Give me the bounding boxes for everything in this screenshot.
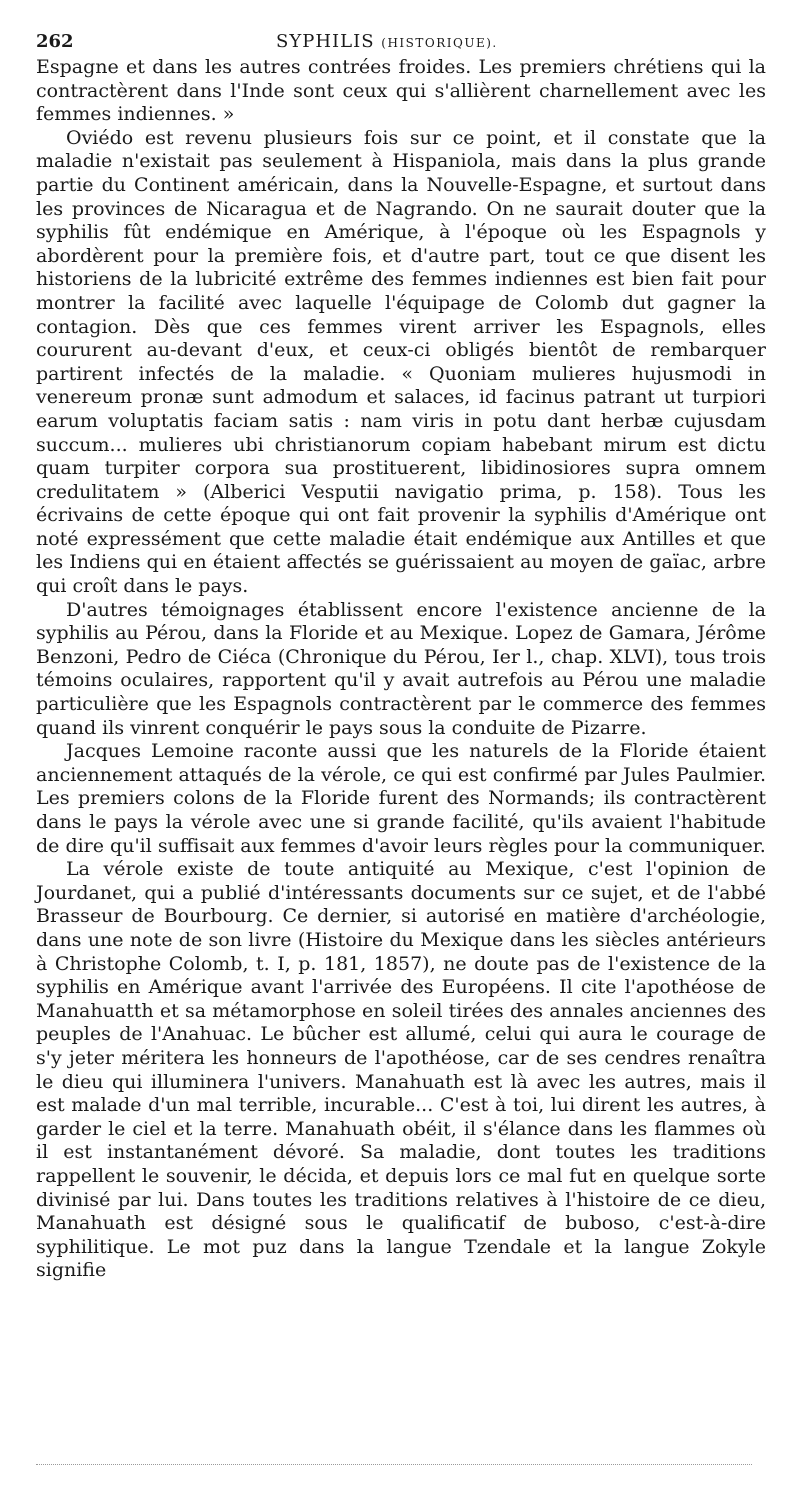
running-title-main: SYPHILIS [276,31,375,52]
page-number: 262 [36,31,74,52]
page-header [36,26,766,56]
paragraph-perou: D'autres témoignages établissent encore l'existence ancienne de la syphilis au Pérou, dans la Floride et au Mexique. Lopez de Gamara, Jérôme Benzoni, Pedro de Ciéca (Chronique du Pérou, Ier l., chap. XLVI), tous trois témoins oculaires, rapportent qu'il y avait autrefois au Pérou une maladie particulière que les Espagnols contractèrent par le commerce des femmes quand ils vinrent conquérir le pays sous la conduite de Pizarre. [36,598,766,739]
footer-divider [36,1464,752,1465]
running-title-sub: (HISTORIQUE). [381,36,498,50]
paragraph-mexique: La vérole existe de toute antiquité au Mexique, c'est l'opinion de Jourdanet, qui a publié d'intéressants documents sur ce sujet, et de l'abbé Brasseur de Bourbourg. Ce dernier, si autorisé en matière d'archéologie, dans une note de son livre (Histoire du Mexique dans les siècles antérieurs à Christophe Colomb, t. I, p. 181, 1857), ne doute pas de l'existence de la syphilis en Amérique avant l'arrivée des Européens. Il cite l'apothéose de Manahuatth et sa métamorphose en soleil tirées des annales anciennes des peuples de l'Anahuac. Le bûcher est allumé, celui qui aura le courage de s'y jeter méritera les honneurs de l'apothéose, car de ses cendres renaîtra le dieu qui illuminera l'univers. Manahuath est là avec les autres, mais il est malade d'un mal terrible, incurable... C'est à toi, lui dirent les autres, à garder le ciel et la terre. Manahuath obéit, il s'élance dans les flammes où il est instantanément dévoré. Sa maladie, dont toutes les traditions rappellent le souvenir, le décida, et depuis lors ce mal fut en quelque sorte divinisé par lui. Dans toutes les traditions relatives à l'histoire de ce dieu, Manahuath est désigné sous le qualificatif de buboso, c'est-à-dire syphilitique. Le mot puz dans la langue Tzendale et la langue Zokyle signifie [36,858,766,1282]
paragraph-continuation: Espagne et dans les autres contrées froides. Les premiers chrétiens qui la contractèrent dans l'Inde sont ceux qui s'allièrent charnellement avec les femmes indiennes. » [36,56,766,126]
paragraph-floride: Jacques Lemoine raconte aussi que les naturels de la Floride étaient anciennement attaqués de la vérole, ce qui est confirmé par Jules Paulmier. Les premiers colons de la Floride furent des Normands; ils contractèrent dans le pays la vérole avec une si grande facilité, qu'ils avaient l'habitude de dire qu'il suffisait aux femmes d'avoir leurs règles pour la communiquer. [36,740,766,857]
running-title [276,30,498,56]
book-page [36,26,766,1283]
paragraph-oviedo: Oviédo est revenu plusieurs fois sur ce point, et il constate que la maladie n'existait pas seulement à Hispaniola, mais dans la plus grande partie du Continent américain, dans la Nouvelle-Espagne, et surtout dans les provinces de Nicaragua et de Nagrando. On ne saurait douter que la syphilis fût endémique en Amérique, à l'époque où les Espagnols y abordèrent pour la première fois, et d'autre part, tout ce que disent les historiens de la lubricité extrême des femmes indiennes est bien fait pour montrer la facilité avec laquelle l'équipage de Colomb dut gagner la contagion. Dès que ces femmes virent arriver les Espagnols, elles coururent au-devant d'eux, et ceux-ci obligés bientôt de rembarquer partirent infectés de la maladie. « Quoniam mulieres hujusmodi in venereum pronæ sunt admodum et salaces, id facinus patrant ut turpiori earum voluptatis faciam satis : nam viris in potu dant herbæ cujusdam succum... mulieres ubi christianorum copiam habebant mirum est dictu quam turpiter corpora sua prostituerent, libidinosiores supra omnem credulitatem » (Alberici Vesputii navigatio prima, p. 158). Tous les écrivains de cette époque qui ont fait provenir la syphilis d'Amérique ont noté expressément que cette maladie était endémique aux Antilles et que les Indiens qui en étaient affectés se guérissaient au moyen de gaïac, arbre qui croît dans le pays. [36,126,766,598]
